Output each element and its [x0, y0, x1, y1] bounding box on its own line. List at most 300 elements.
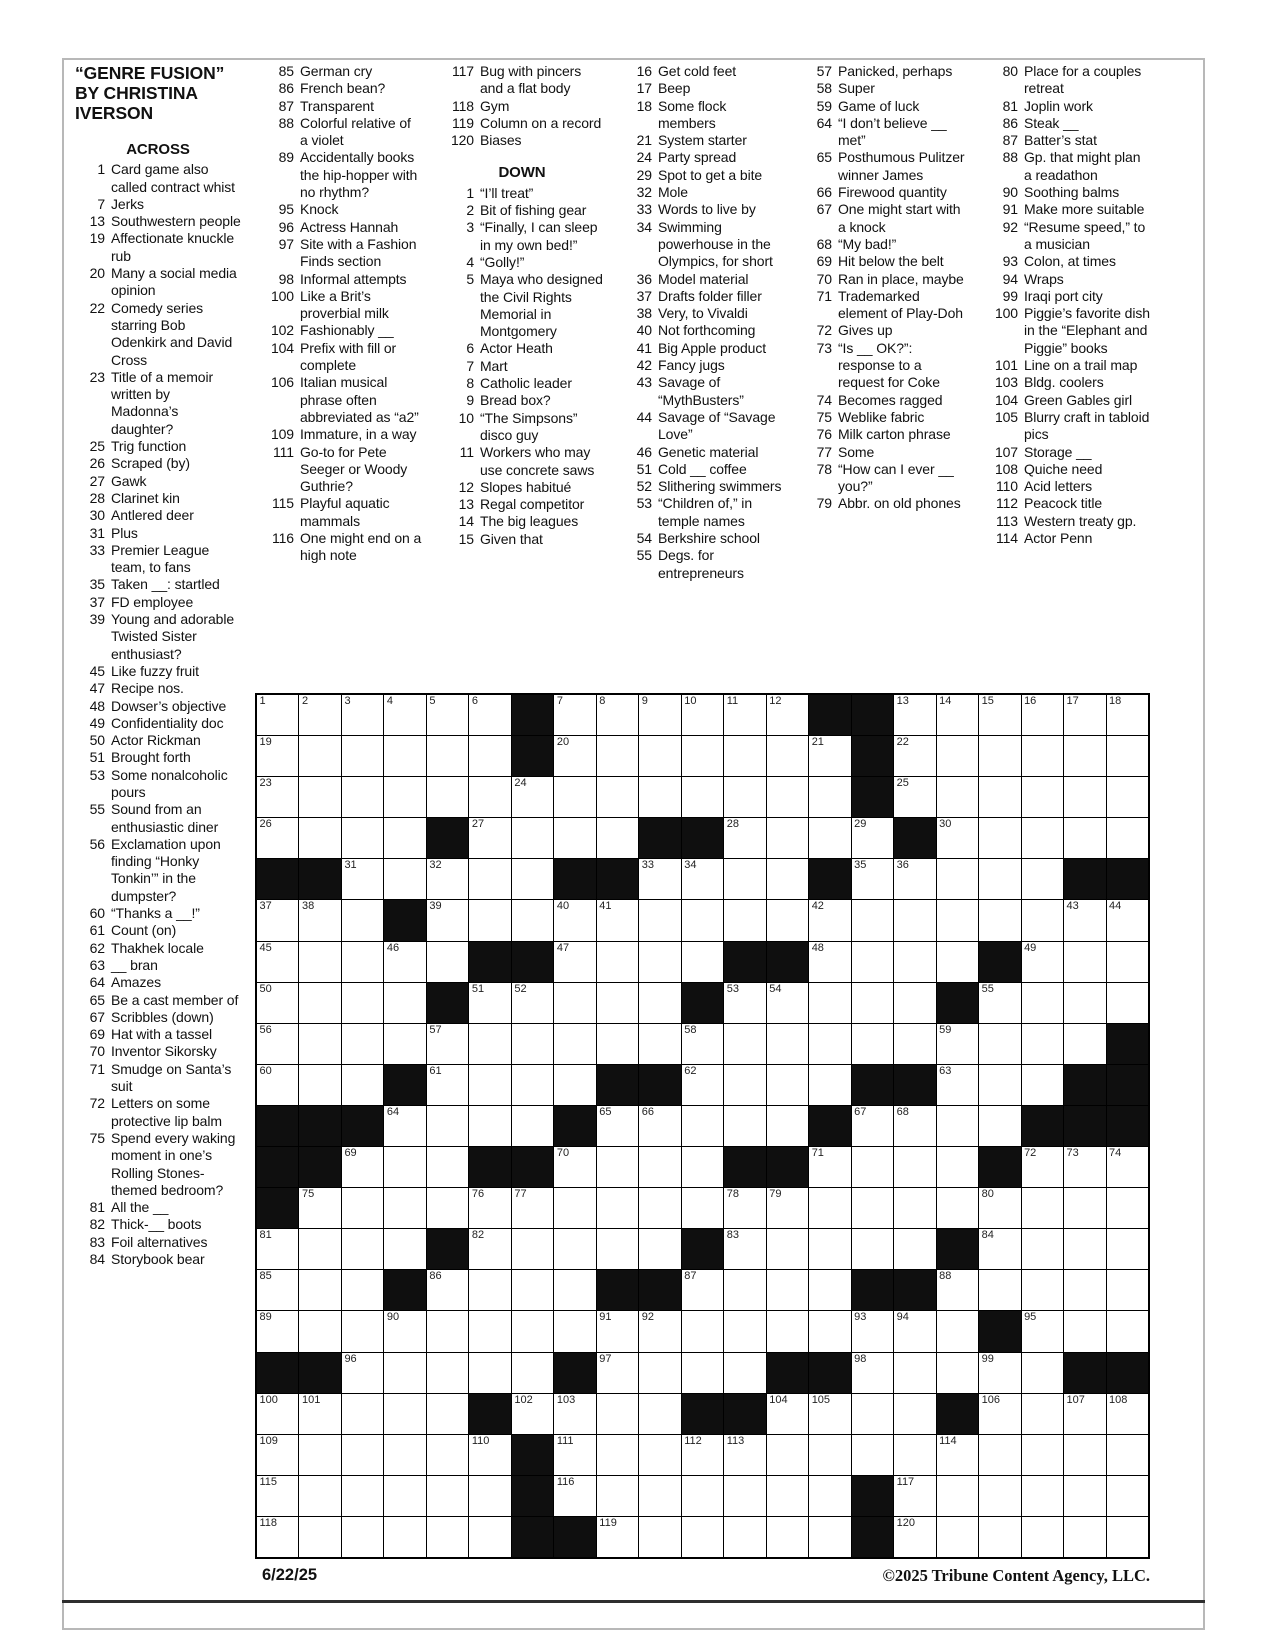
grid-cell-r8c10[interactable] [639, 983, 680, 1023]
grid-cell-r3c10[interactable] [639, 777, 680, 817]
grid-cell-r18c5[interactable] [427, 1394, 468, 1434]
grid-cell-r15c21[interactable] [1107, 1270, 1148, 1310]
grid-cell-r13c3[interactable] [342, 1188, 383, 1228]
grid-cell-r18c8[interactable] [554, 1394, 595, 1434]
grid-cell-r20c20[interactable] [1064, 1476, 1105, 1516]
grid-cell-r7c21[interactable] [1107, 942, 1148, 982]
grid-cell-r11c7[interactable] [512, 1106, 553, 1146]
grid-cell-r10c11[interactable] [682, 1065, 723, 1105]
grid-cell-r2c19[interactable] [1022, 736, 1063, 776]
grid-cell-r19c13[interactable] [767, 1435, 808, 1475]
grid-cell-r17c3[interactable] [342, 1353, 383, 1393]
grid-cell-r21c3[interactable] [342, 1517, 383, 1557]
grid-cell-r21c10[interactable] [639, 1517, 680, 1557]
grid-cell-r3c8[interactable] [554, 777, 595, 817]
grid-cell-r4c8[interactable] [554, 818, 595, 858]
grid-cell-r13c6[interactable] [469, 1188, 510, 1228]
grid-cell-r3c20[interactable] [1064, 777, 1105, 817]
grid-cell-r16c4[interactable] [384, 1311, 425, 1351]
grid-cell-r18c19[interactable] [1022, 1394, 1063, 1434]
grid-cell-r16c11[interactable] [682, 1311, 723, 1351]
grid-cell-r6c19[interactable] [1022, 900, 1063, 940]
grid-cell-r16c6[interactable] [469, 1311, 510, 1351]
grid-cell-r21c16[interactable] [894, 1517, 935, 1557]
grid-cell-r6c6[interactable] [469, 900, 510, 940]
grid-cell-r14c20[interactable] [1064, 1229, 1105, 1269]
grid-cell-r6c14[interactable] [809, 900, 850, 940]
grid-cell-r19c4[interactable] [384, 1435, 425, 1475]
grid-cell-r8c2[interactable] [299, 983, 340, 1023]
grid-cell-r16c16[interactable] [894, 1311, 935, 1351]
grid-cell-r14c12[interactable] [724, 1229, 765, 1269]
grid-cell-r19c1[interactable] [257, 1435, 298, 1475]
grid-cell-r8c13[interactable] [767, 983, 808, 1023]
grid-cell-r19c18[interactable] [979, 1435, 1020, 1475]
grid-cell-r17c11[interactable] [682, 1353, 723, 1393]
grid-cell-r6c9[interactable] [597, 900, 638, 940]
grid-cell-r2c18[interactable] [979, 736, 1020, 776]
grid-cell-r6c5[interactable] [427, 900, 468, 940]
grid-cell-r13c13[interactable] [767, 1188, 808, 1228]
grid-cell-r9c12[interactable] [724, 1024, 765, 1064]
grid-cell-r12c20[interactable] [1064, 1147, 1105, 1187]
grid-cell-r17c4[interactable] [384, 1353, 425, 1393]
grid-cell-r9c8[interactable] [554, 1024, 595, 1064]
grid-cell-r11c9[interactable] [597, 1106, 638, 1146]
grid-cell-r15c12[interactable] [724, 1270, 765, 1310]
grid-cell-r12c21[interactable] [1107, 1147, 1148, 1187]
grid-cell-r15c14[interactable] [809, 1270, 850, 1310]
grid-cell-r15c8[interactable] [554, 1270, 595, 1310]
grid-cell-r21c14[interactable] [809, 1517, 850, 1557]
grid-cell-r18c7[interactable] [512, 1394, 553, 1434]
grid-cell-r16c13[interactable] [767, 1311, 808, 1351]
grid-cell-r7c17[interactable] [937, 942, 978, 982]
grid-cell-r4c7[interactable] [512, 818, 553, 858]
grid-cell-r14c4[interactable] [384, 1229, 425, 1269]
grid-cell-r6c1[interactable] [257, 900, 298, 940]
grid-cell-r13c19[interactable] [1022, 1188, 1063, 1228]
grid-cell-r8c6[interactable] [469, 983, 510, 1023]
grid-cell-r3c5[interactable] [427, 777, 468, 817]
grid-cell-r12c10[interactable] [639, 1147, 680, 1187]
grid-cell-r7c9[interactable] [597, 942, 638, 982]
grid-cell-r4c4[interactable] [384, 818, 425, 858]
grid-cell-r4c17[interactable] [937, 818, 978, 858]
grid-cell-r19c20[interactable] [1064, 1435, 1105, 1475]
grid-cell-r10c7[interactable] [512, 1065, 553, 1105]
grid-cell-r3c3[interactable] [342, 777, 383, 817]
grid-cell-r8c1[interactable] [257, 983, 298, 1023]
grid-cell-r2c16[interactable] [894, 736, 935, 776]
grid-cell-r15c18[interactable] [979, 1270, 1020, 1310]
grid-cell-r5c13[interactable] [767, 859, 808, 899]
grid-cell-r4c18[interactable] [979, 818, 1020, 858]
grid-cell-r19c5[interactable] [427, 1435, 468, 1475]
grid-cell-r2c12[interactable] [724, 736, 765, 776]
grid-cell-r2c20[interactable] [1064, 736, 1105, 776]
grid-cell-r6c3[interactable] [342, 900, 383, 940]
grid-cell-r20c9[interactable] [597, 1476, 638, 1516]
grid-cell-r6c11[interactable] [682, 900, 723, 940]
grid-cell-r6c12[interactable] [724, 900, 765, 940]
grid-cell-r21c13[interactable] [767, 1517, 808, 1557]
grid-cell-r7c20[interactable] [1064, 942, 1105, 982]
grid-cell-r3c11[interactable] [682, 777, 723, 817]
grid-cell-r20c6[interactable] [469, 1476, 510, 1516]
grid-cell-r5c18[interactable] [979, 859, 1020, 899]
grid-cell-r12c17[interactable] [937, 1147, 978, 1187]
grid-cell-r9c6[interactable] [469, 1024, 510, 1064]
grid-cell-r13c17[interactable] [937, 1188, 978, 1228]
grid-cell-r15c11[interactable] [682, 1270, 723, 1310]
grid-cell-r1c13[interactable] [767, 695, 808, 735]
grid-cell-r19c17[interactable] [937, 1435, 978, 1475]
grid-cell-r4c14[interactable] [809, 818, 850, 858]
grid-cell-r21c5[interactable] [427, 1517, 468, 1557]
grid-cell-r10c8[interactable] [554, 1065, 595, 1105]
grid-cell-r4c2[interactable] [299, 818, 340, 858]
grid-cell-r2c21[interactable] [1107, 736, 1148, 776]
grid-cell-r9c7[interactable] [512, 1024, 553, 1064]
grid-cell-r11c16[interactable] [894, 1106, 935, 1146]
grid-cell-r2c4[interactable] [384, 736, 425, 776]
grid-cell-r6c2[interactable] [299, 900, 340, 940]
grid-cell-r12c16[interactable] [894, 1147, 935, 1187]
grid-cell-r18c1[interactable] [257, 1394, 298, 1434]
grid-cell-r15c1[interactable] [257, 1270, 298, 1310]
grid-cell-r17c19[interactable] [1022, 1353, 1063, 1393]
grid-cell-r1c21[interactable] [1107, 695, 1148, 735]
grid-cell-r19c21[interactable] [1107, 1435, 1148, 1475]
grid-cell-r11c15[interactable] [852, 1106, 893, 1146]
grid-cell-r5c4[interactable] [384, 859, 425, 899]
grid-cell-r21c4[interactable] [384, 1517, 425, 1557]
grid-cell-r21c19[interactable] [1022, 1517, 1063, 1557]
grid-cell-r8c7[interactable] [512, 983, 553, 1023]
grid-cell-r7c14[interactable] [809, 942, 850, 982]
grid-cell-r10c13[interactable] [767, 1065, 808, 1105]
grid-cell-r3c2[interactable] [299, 777, 340, 817]
grid-cell-r13c10[interactable] [639, 1188, 680, 1228]
grid-cell-r8c19[interactable] [1022, 983, 1063, 1023]
grid-cell-r1c10[interactable] [639, 695, 680, 735]
grid-cell-r9c19[interactable] [1022, 1024, 1063, 1064]
grid-cell-r7c10[interactable] [639, 942, 680, 982]
grid-cell-r17c18[interactable] [979, 1353, 1020, 1393]
grid-cell-r1c12[interactable] [724, 695, 765, 735]
grid-cell-r9c10[interactable] [639, 1024, 680, 1064]
grid-cell-r4c13[interactable] [767, 818, 808, 858]
grid-cell-r14c19[interactable] [1022, 1229, 1063, 1269]
grid-cell-r1c11[interactable] [682, 695, 723, 735]
grid-cell-r17c10[interactable] [639, 1353, 680, 1393]
grid-cell-r4c20[interactable] [1064, 818, 1105, 858]
grid-cell-r14c16[interactable] [894, 1229, 935, 1269]
grid-cell-r3c13[interactable] [767, 777, 808, 817]
grid-cell-r6c10[interactable] [639, 900, 680, 940]
grid-cell-r19c6[interactable] [469, 1435, 510, 1475]
grid-cell-r18c2[interactable] [299, 1394, 340, 1434]
grid-cell-r18c16[interactable] [894, 1394, 935, 1434]
grid-cell-r4c12[interactable] [724, 818, 765, 858]
grid-cell-r14c10[interactable] [639, 1229, 680, 1269]
grid-cell-r13c15[interactable] [852, 1188, 893, 1228]
grid-cell-r9c17[interactable] [937, 1024, 978, 1064]
grid-cell-r17c16[interactable] [894, 1353, 935, 1393]
grid-cell-r9c3[interactable] [342, 1024, 383, 1064]
grid-cell-r2c10[interactable] [639, 736, 680, 776]
grid-cell-r19c3[interactable] [342, 1435, 383, 1475]
grid-cell-r6c13[interactable] [767, 900, 808, 940]
grid-cell-r8c18[interactable] [979, 983, 1020, 1023]
grid-cell-r11c6[interactable] [469, 1106, 510, 1146]
grid-cell-r11c17[interactable] [937, 1106, 978, 1146]
grid-cell-r16c19[interactable] [1022, 1311, 1063, 1351]
grid-cell-r3c4[interactable] [384, 777, 425, 817]
grid-cell-r10c12[interactable] [724, 1065, 765, 1105]
grid-cell-r9c13[interactable] [767, 1024, 808, 1064]
grid-cell-r5c15[interactable] [852, 859, 893, 899]
grid-cell-r18c20[interactable] [1064, 1394, 1105, 1434]
grid-cell-r5c6[interactable] [469, 859, 510, 899]
grid-cell-r2c6[interactable] [469, 736, 510, 776]
grid-cell-r17c17[interactable] [937, 1353, 978, 1393]
grid-cell-r14c21[interactable] [1107, 1229, 1148, 1269]
grid-cell-r11c11[interactable] [682, 1106, 723, 1146]
grid-cell-r20c10[interactable] [639, 1476, 680, 1516]
grid-cell-r21c21[interactable] [1107, 1517, 1148, 1557]
grid-cell-r14c9[interactable] [597, 1229, 638, 1269]
grid-cell-r7c11[interactable] [682, 942, 723, 982]
grid-cell-r3c14[interactable] [809, 777, 850, 817]
grid-cell-r19c2[interactable] [299, 1435, 340, 1475]
grid-cell-r10c19[interactable] [1022, 1065, 1063, 1105]
grid-cell-r11c10[interactable] [639, 1106, 680, 1146]
grid-cell-r14c18[interactable] [979, 1229, 1020, 1269]
grid-cell-r7c16[interactable] [894, 942, 935, 982]
grid-cell-r7c19[interactable] [1022, 942, 1063, 982]
grid-cell-r6c15[interactable] [852, 900, 893, 940]
grid-cell-r13c8[interactable] [554, 1188, 595, 1228]
grid-cell-r1c6[interactable] [469, 695, 510, 735]
grid-cell-r2c13[interactable] [767, 736, 808, 776]
grid-cell-r18c13[interactable] [767, 1394, 808, 1434]
grid-cell-r13c5[interactable] [427, 1188, 468, 1228]
grid-cell-r16c12[interactable] [724, 1311, 765, 1351]
grid-cell-r9c5[interactable] [427, 1024, 468, 1064]
grid-cell-r8c15[interactable] [852, 983, 893, 1023]
grid-cell-r1c19[interactable] [1022, 695, 1063, 735]
grid-cell-r7c1[interactable] [257, 942, 298, 982]
grid-cell-r5c5[interactable] [427, 859, 468, 899]
grid-cell-r18c4[interactable] [384, 1394, 425, 1434]
grid-cell-r21c20[interactable] [1064, 1517, 1105, 1557]
grid-cell-r19c19[interactable] [1022, 1435, 1063, 1475]
grid-cell-r20c16[interactable] [894, 1476, 935, 1516]
grid-cell-r6c17[interactable] [937, 900, 978, 940]
grid-cell-r12c8[interactable] [554, 1147, 595, 1187]
grid-cell-r16c7[interactable] [512, 1311, 553, 1351]
grid-cell-r9c2[interactable] [299, 1024, 340, 1064]
grid-cell-r13c9[interactable] [597, 1188, 638, 1228]
grid-cell-r9c9[interactable] [597, 1024, 638, 1064]
grid-cell-r20c11[interactable] [682, 1476, 723, 1516]
grid-cell-r19c15[interactable] [852, 1435, 893, 1475]
grid-cell-r12c4[interactable] [384, 1147, 425, 1187]
grid-cell-r13c7[interactable] [512, 1188, 553, 1228]
grid-cell-r17c9[interactable] [597, 1353, 638, 1393]
grid-cell-r9c4[interactable] [384, 1024, 425, 1064]
grid-cell-r14c8[interactable] [554, 1229, 595, 1269]
grid-cell-r16c17[interactable] [937, 1311, 978, 1351]
grid-cell-r12c9[interactable] [597, 1147, 638, 1187]
grid-cell-r9c14[interactable] [809, 1024, 850, 1064]
grid-cell-r1c4[interactable] [384, 695, 425, 735]
grid-cell-r8c20[interactable] [1064, 983, 1105, 1023]
grid-cell-r3c6[interactable] [469, 777, 510, 817]
grid-cell-r8c8[interactable] [554, 983, 595, 1023]
grid-cell-r2c9[interactable] [597, 736, 638, 776]
grid-cell-r1c17[interactable] [937, 695, 978, 735]
grid-cell-r16c15[interactable] [852, 1311, 893, 1351]
grid-cell-r11c12[interactable] [724, 1106, 765, 1146]
grid-cell-r13c21[interactable] [1107, 1188, 1148, 1228]
grid-cell-r6c8[interactable] [554, 900, 595, 940]
grid-cell-r21c1[interactable] [257, 1517, 298, 1557]
grid-cell-r21c17[interactable] [937, 1517, 978, 1557]
grid-cell-r13c11[interactable] [682, 1188, 723, 1228]
grid-cell-r5c19[interactable] [1022, 859, 1063, 899]
grid-cell-r1c1[interactable] [257, 695, 298, 735]
grid-cell-r21c18[interactable] [979, 1517, 1020, 1557]
grid-cell-r10c5[interactable] [427, 1065, 468, 1105]
grid-cell-r19c9[interactable] [597, 1435, 638, 1475]
grid-cell-r8c21[interactable] [1107, 983, 1148, 1023]
grid-cell-r16c5[interactable] [427, 1311, 468, 1351]
grid-cell-r7c8[interactable] [554, 942, 595, 982]
grid-cell-r15c19[interactable] [1022, 1270, 1063, 1310]
grid-cell-r4c6[interactable] [469, 818, 510, 858]
grid-cell-r12c3[interactable] [342, 1147, 383, 1187]
grid-cell-r11c18[interactable] [979, 1106, 1020, 1146]
grid-cell-r18c21[interactable] [1107, 1394, 1148, 1434]
grid-cell-r14c14[interactable] [809, 1229, 850, 1269]
grid-cell-r6c16[interactable] [894, 900, 935, 940]
grid-cell-r5c10[interactable] [639, 859, 680, 899]
grid-cell-r19c12[interactable] [724, 1435, 765, 1475]
grid-cell-r20c8[interactable] [554, 1476, 595, 1516]
grid-cell-r7c4[interactable] [384, 942, 425, 982]
grid-cell-r19c11[interactable] [682, 1435, 723, 1475]
crossword-grid[interactable] [255, 693, 1150, 1559]
grid-cell-r2c3[interactable] [342, 736, 383, 776]
grid-cell-r21c2[interactable] [299, 1517, 340, 1557]
grid-cell-r9c15[interactable] [852, 1024, 893, 1064]
grid-cell-r13c20[interactable] [1064, 1188, 1105, 1228]
grid-cell-r12c11[interactable] [682, 1147, 723, 1187]
grid-cell-r16c14[interactable] [809, 1311, 850, 1351]
grid-cell-r2c1[interactable] [257, 736, 298, 776]
grid-cell-r13c16[interactable] [894, 1188, 935, 1228]
grid-cell-r10c18[interactable] [979, 1065, 1020, 1105]
grid-cell-r1c8[interactable] [554, 695, 595, 735]
grid-cell-r8c3[interactable] [342, 983, 383, 1023]
grid-cell-r10c2[interactable] [299, 1065, 340, 1105]
grid-cell-r8c12[interactable] [724, 983, 765, 1023]
grid-cell-r3c16[interactable] [894, 777, 935, 817]
grid-cell-r2c8[interactable] [554, 736, 595, 776]
grid-cell-r9c16[interactable] [894, 1024, 935, 1064]
grid-cell-r2c14[interactable] [809, 736, 850, 776]
grid-cell-r20c1[interactable] [257, 1476, 298, 1516]
grid-cell-r14c3[interactable] [342, 1229, 383, 1269]
grid-cell-r1c3[interactable] [342, 695, 383, 735]
grid-cell-r19c14[interactable] [809, 1435, 850, 1475]
grid-cell-r7c2[interactable] [299, 942, 340, 982]
grid-cell-r6c7[interactable] [512, 900, 553, 940]
grid-cell-r18c3[interactable] [342, 1394, 383, 1434]
grid-cell-r10c3[interactable] [342, 1065, 383, 1105]
grid-cell-r16c21[interactable] [1107, 1311, 1148, 1351]
grid-cell-r17c7[interactable] [512, 1353, 553, 1393]
grid-cell-r20c17[interactable] [937, 1476, 978, 1516]
grid-cell-r4c1[interactable] [257, 818, 298, 858]
grid-cell-r7c3[interactable] [342, 942, 383, 982]
grid-cell-r1c16[interactable] [894, 695, 935, 735]
grid-cell-r18c9[interactable] [597, 1394, 638, 1434]
grid-cell-r15c2[interactable] [299, 1270, 340, 1310]
grid-cell-r16c9[interactable] [597, 1311, 638, 1351]
grid-cell-r10c6[interactable] [469, 1065, 510, 1105]
grid-cell-r3c7[interactable] [512, 777, 553, 817]
grid-cell-r12c5[interactable] [427, 1147, 468, 1187]
grid-cell-r4c3[interactable] [342, 818, 383, 858]
grid-cell-r20c14[interactable] [809, 1476, 850, 1516]
grid-cell-r14c1[interactable] [257, 1229, 298, 1269]
grid-cell-r13c18[interactable] [979, 1188, 1020, 1228]
grid-cell-r3c1[interactable] [257, 777, 298, 817]
grid-cell-r5c11[interactable] [682, 859, 723, 899]
grid-cell-r5c12[interactable] [724, 859, 765, 899]
grid-cell-r4c9[interactable] [597, 818, 638, 858]
grid-cell-r20c5[interactable] [427, 1476, 468, 1516]
grid-cell-r3c21[interactable] [1107, 777, 1148, 817]
grid-cell-r21c9[interactable] [597, 1517, 638, 1557]
grid-cell-r14c13[interactable] [767, 1229, 808, 1269]
grid-cell-r6c18[interactable] [979, 900, 1020, 940]
grid-cell-r5c3[interactable] [342, 859, 383, 899]
grid-cell-r21c11[interactable] [682, 1517, 723, 1557]
grid-cell-r8c4[interactable] [384, 983, 425, 1023]
grid-cell-r9c11[interactable] [682, 1024, 723, 1064]
grid-cell-r6c21[interactable] [1107, 900, 1148, 940]
grid-cell-r9c1[interactable] [257, 1024, 298, 1064]
grid-cell-r20c18[interactable] [979, 1476, 1020, 1516]
grid-cell-r16c2[interactable] [299, 1311, 340, 1351]
grid-cell-r12c14[interactable] [809, 1147, 850, 1187]
grid-cell-r11c13[interactable] [767, 1106, 808, 1146]
grid-cell-r3c9[interactable] [597, 777, 638, 817]
grid-cell-r14c15[interactable] [852, 1229, 893, 1269]
grid-cell-r16c10[interactable] [639, 1311, 680, 1351]
grid-cell-r13c4[interactable] [384, 1188, 425, 1228]
grid-cell-r15c3[interactable] [342, 1270, 383, 1310]
grid-cell-r3c19[interactable] [1022, 777, 1063, 817]
grid-cell-r17c12[interactable] [724, 1353, 765, 1393]
grid-cell-r16c1[interactable] [257, 1311, 298, 1351]
grid-cell-r20c21[interactable] [1107, 1476, 1148, 1516]
